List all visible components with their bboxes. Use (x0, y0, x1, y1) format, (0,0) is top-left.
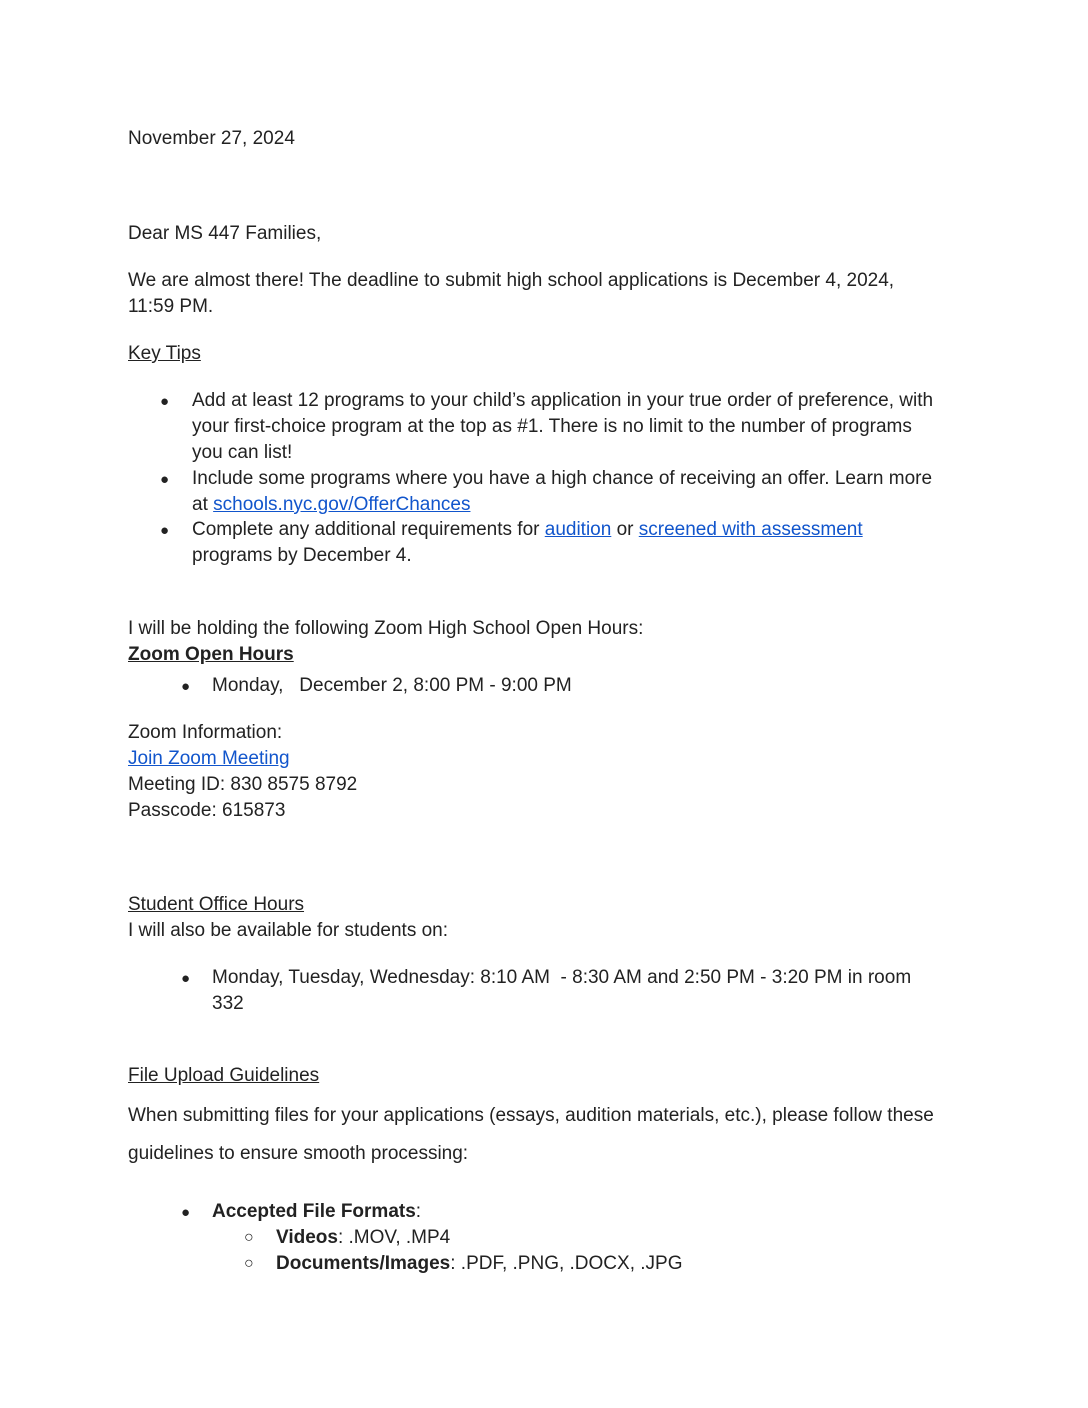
tip-3-line-1 (192, 517, 863, 543)
docs-value: : .PDF, .PNG, .DOCX, .JPG (450, 1253, 683, 1274)
tip-2-line-2 (192, 492, 470, 518)
file-upload-para-line-1: When submitting files for your applications (essays, audition materials, etc.), please follow these (128, 1105, 934, 1126)
tip-2-prefix: at (192, 494, 214, 515)
meeting-id: Meeting ID: 830 8575 8792 (128, 774, 358, 795)
formats-colon: : (415, 1201, 422, 1222)
zoom-intro: I will be holding the following Zoom High School Open Hours: (128, 618, 644, 639)
formats-label: Accepted File Formats (212, 1201, 416, 1222)
join-zoom-link[interactable]: Join Zoom Meeting (128, 748, 290, 769)
docs-label: Documents/Images (276, 1253, 451, 1274)
videos-item (276, 1225, 450, 1251)
intro-line-2: 11:59 PM. (128, 296, 214, 317)
bullet-icon: ● (160, 471, 170, 488)
passcode: Passcode: 615873 (128, 800, 286, 821)
zoom-session: Monday, December 2, 8:00 PM - 9:00 PM (212, 675, 572, 696)
key-tips-heading: Key Tips (128, 343, 201, 364)
bullet-icon: ● (160, 393, 170, 410)
greeting: Dear MS 447 Families, (128, 223, 322, 244)
zoom-info-label: Zoom Information: (128, 722, 283, 743)
intro-line-1: We are almost there! The deadline to submit high school applications is December 4, 2024, (128, 270, 895, 291)
circle-bullet-icon: ○ (244, 1229, 254, 1246)
circle-bullet-icon: ○ (244, 1255, 254, 1272)
tip-1-line-1: Add at least 12 programs to your child’s application in your true order of preference, with (192, 390, 934, 411)
file-upload-para-line-2: guidelines to ensure smooth processing: (128, 1143, 469, 1164)
screened-assessment-link[interactable]: screened with assessment (638, 519, 863, 540)
student-hours-item-line-1: Monday, Tuesday, Wednesday: 8:10 AM - 8:30 AM and 2:50 PM - 3:20 PM in room (212, 967, 912, 988)
tip-3-line-2: programs by December 4. (192, 545, 412, 566)
file-upload-heading: File Upload Guidelines (128, 1065, 320, 1086)
student-hours-intro: I will also be available for students on: (128, 920, 449, 941)
zoom-heading: Zoom Open Hours (128, 644, 294, 665)
docs-item (276, 1251, 683, 1277)
bullet-icon: ● (181, 1204, 191, 1221)
videos-value: : .MOV, .MP4 (337, 1227, 451, 1248)
formats-item (212, 1199, 421, 1225)
tip-1-line-3: you can list! (192, 442, 293, 463)
bullet-icon: ● (181, 970, 191, 987)
tip-3-prefix: Complete any additional requirements for (192, 519, 545, 540)
tip-2-line-1: Include some programs where you have a high chance of receiving an offer. Learn more (192, 468, 933, 489)
bullet-icon: ● (181, 678, 191, 695)
tip-1-line-2: your first-choice program at the top as #1. There is no limit to the number of programs (192, 416, 912, 437)
videos-label: Videos (276, 1227, 338, 1248)
student-hours-heading: Student Office Hours (128, 894, 305, 915)
tip-3-middle: or (611, 519, 639, 540)
offer-chances-link[interactable]: schools.nyc.gov/OfferChances (213, 494, 471, 515)
audition-link[interactable]: audition (544, 519, 612, 540)
student-hours-item-line-2: 332 (212, 993, 244, 1014)
bullet-icon: ● (160, 522, 170, 539)
letter-date: November 27, 2024 (128, 128, 295, 149)
